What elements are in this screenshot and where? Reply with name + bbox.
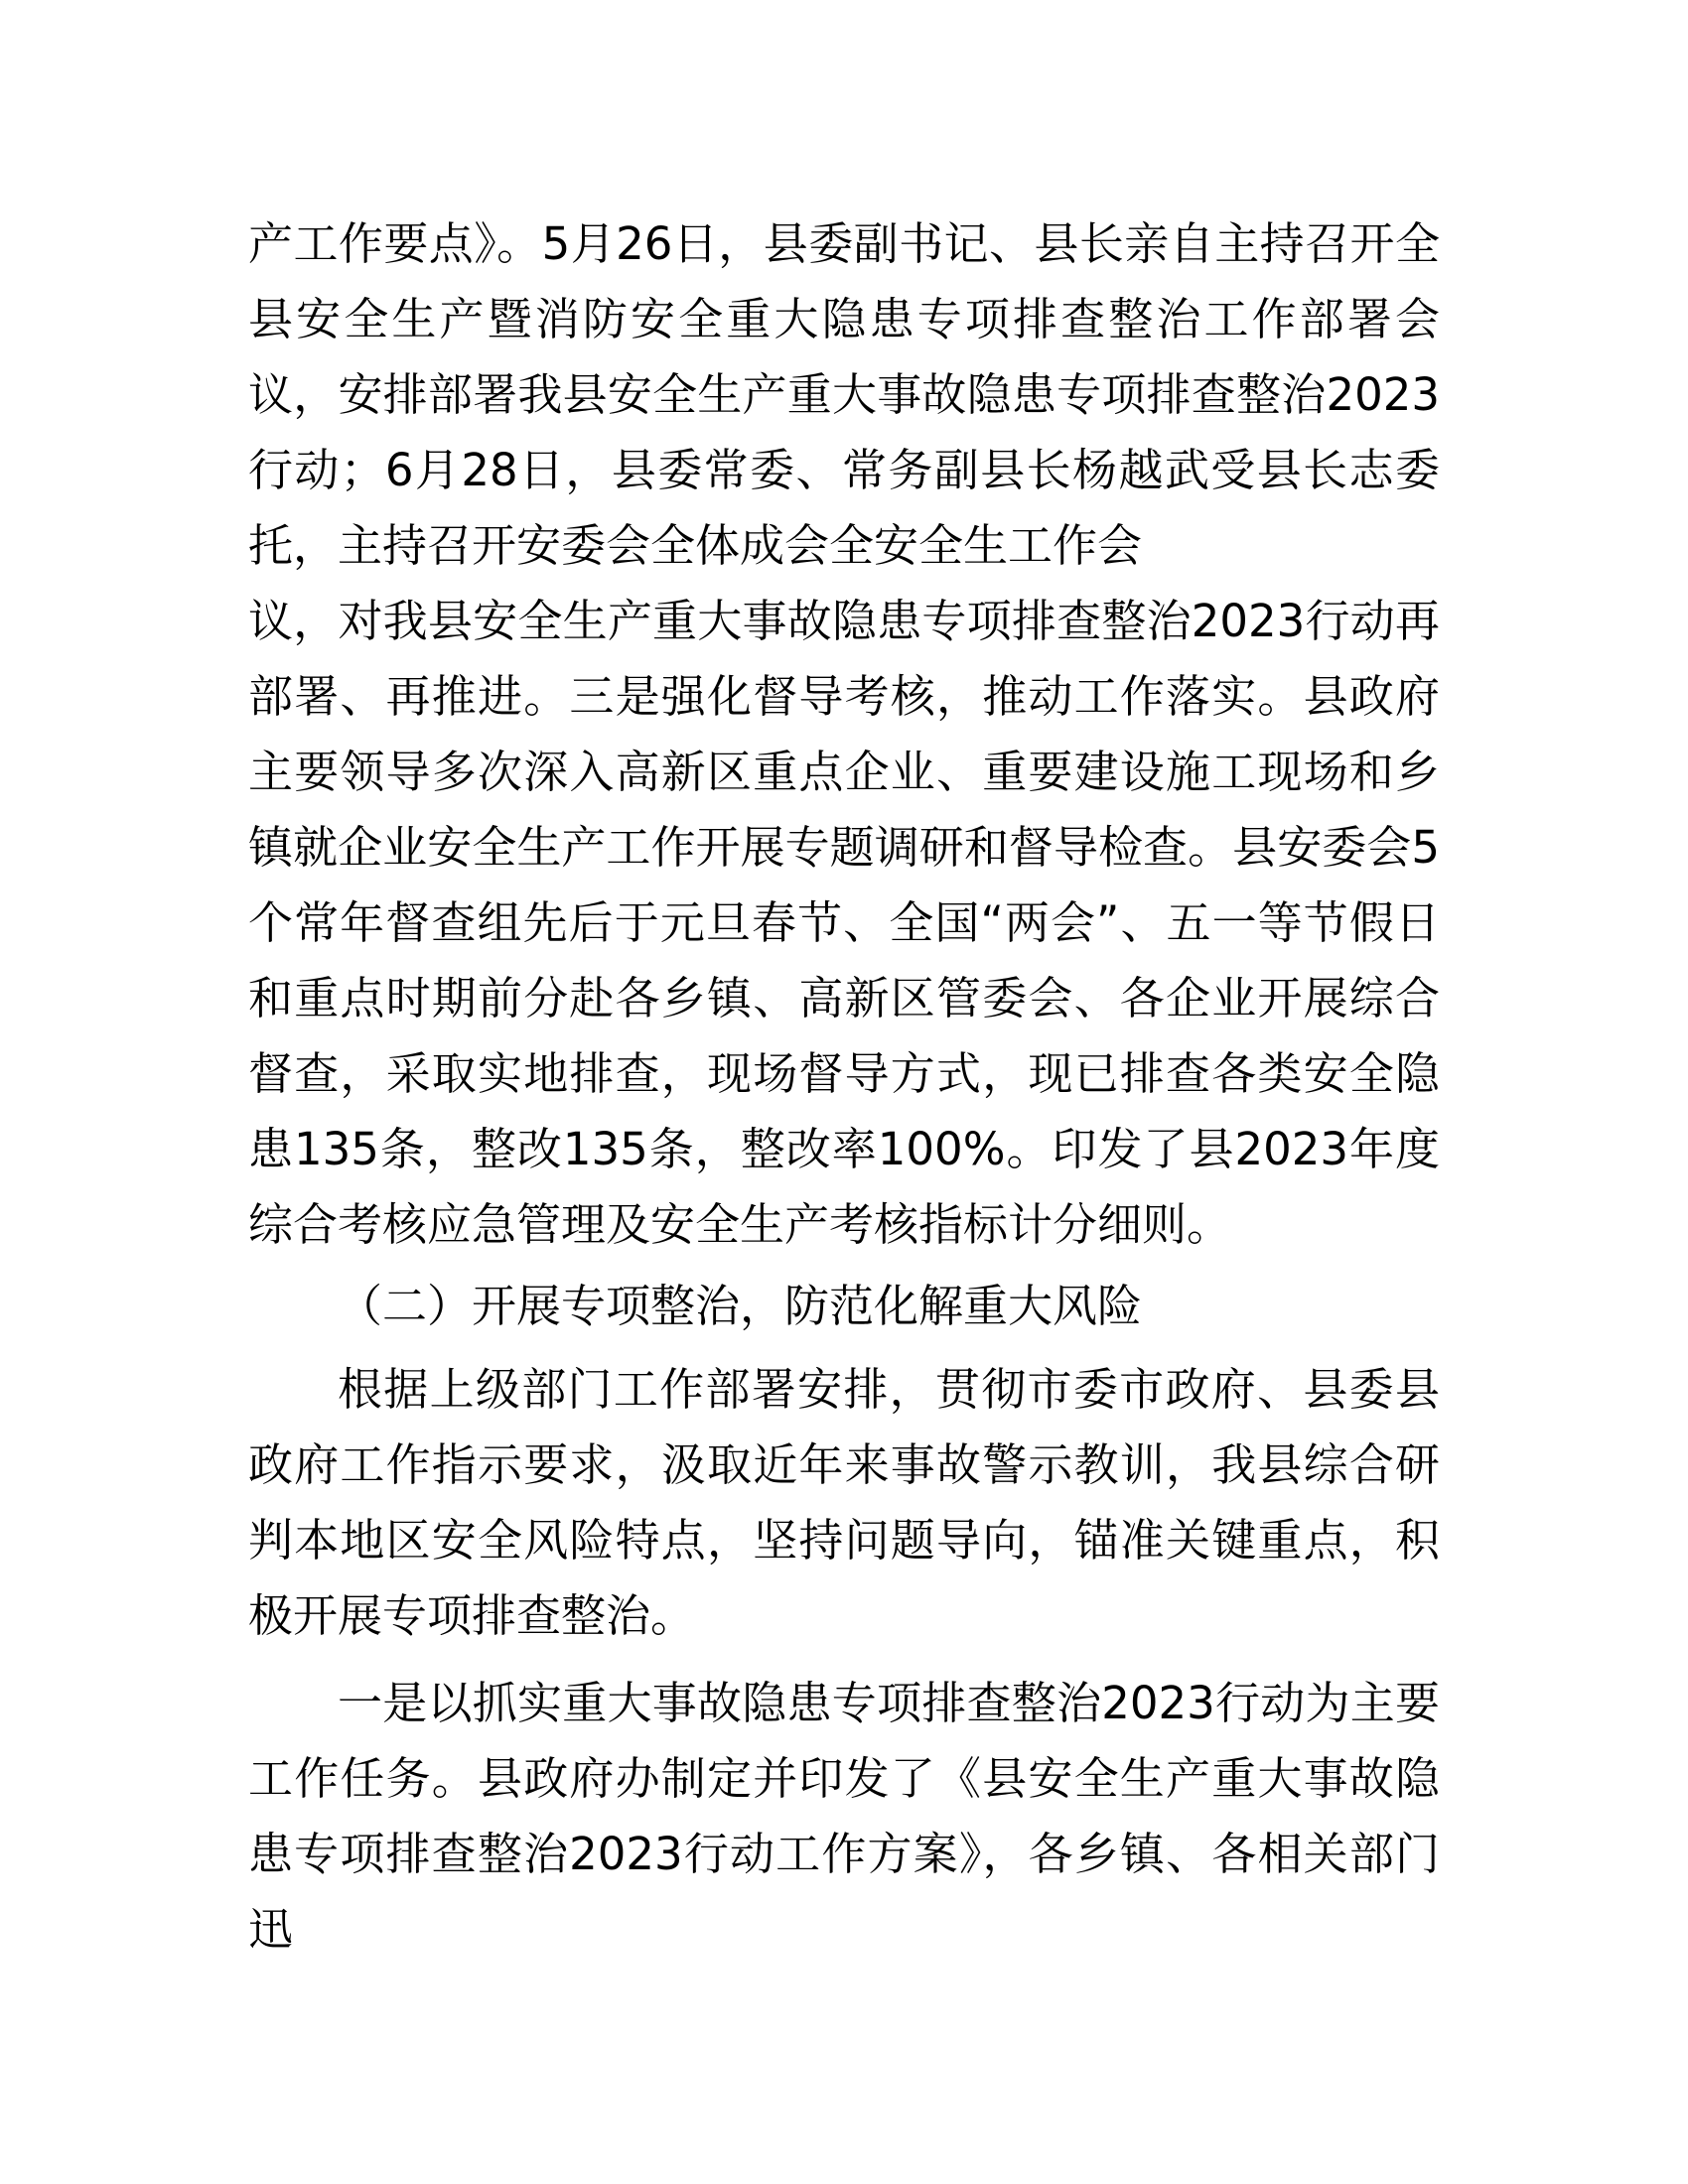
paragraph-continued-2: 议，对我县安全生产重大事故隐患专项排查整治2023行动再部署、再推进。三是强化督导考核，推动工作落实。县政府主要领导多次深入高新区重点企业、重要建设施工现场和乡镇就企业安全生产工作开展专题调研和督导检查。县安委会5个常年督查组先后于元旦春节、全国“两会”、五一等节假日和重点时期前分赴各乡镇、高新区管委会、各企业开展综合督查，采取实地排查，现场督导方式，现已排查各类安全隐患135条，整改135条，整改率100%。印发了县2023年度综合考核应急管理及安全生产考核指标计分细则。 [248, 595, 1440, 1251]
document-body [248, 206, 1440, 1968]
paragraph-4: 一是以抓实重大事故隐患专项排查整治2023行动为主要工作任务。县政府办制定并印发了《县安全生产重大事故隐患专项排查整治2023行动工作方案》，各乡镇、各相关部门迅 [248, 1677, 1440, 1956]
section-heading-2: （二）开展专项整治，防范化解重大风险 [338, 1280, 1143, 1332]
paragraph-3: 根据上级部门工作部署安排，贯彻市委市政府、县委县政府工作指示要求，汲取近年来事故警示教训，我县综合研判本地区安全风险特点，坚持问题导向，锚准关键重点，积极开展专项排查整治。 [248, 1363, 1440, 1642]
paragraph-continued-1: 产工作要点》。5月26日，县委副书记、县长亲自主持召开全县安全生产暨消防安全重大隐患专项排查整治工作部署会议，安排部署我县安全生产重大事故隐患专项排查整治2023行动；6月28日，县委常委、常务副县长杨越武受县长志委托，主持召开安委会全体成会全安全生工作会 [248, 217, 1440, 572]
